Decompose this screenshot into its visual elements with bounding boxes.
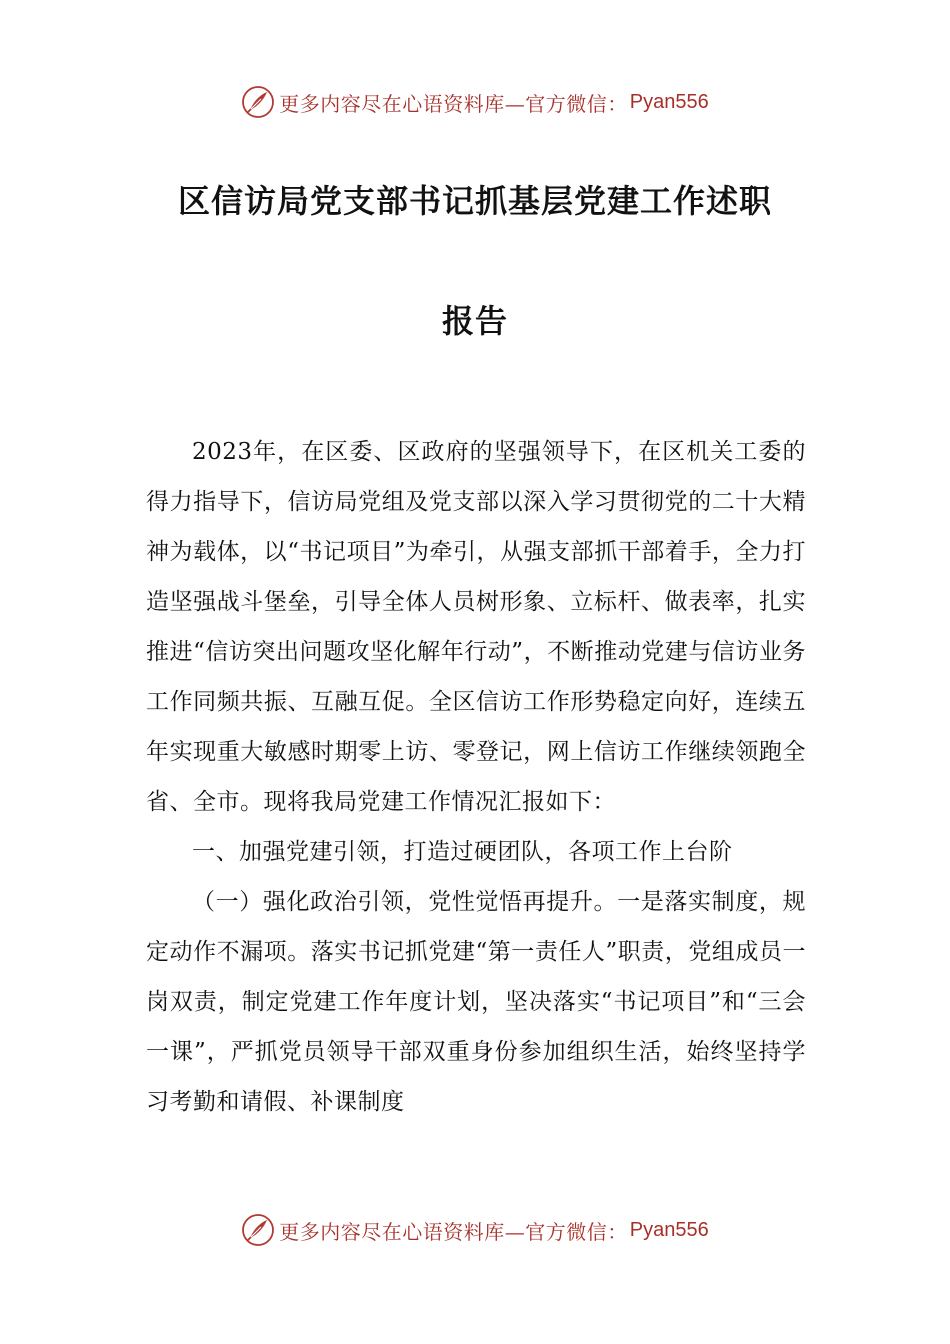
- watermark-wechat-id: Pyan556: [629, 90, 709, 113]
- document-title-line-1: 区信访局党支部书记抓基层党建工作述职: [177, 182, 772, 220]
- section-heading-1: 一、加强党建引领，打造过硬团队，各项工作上台阶: [192, 839, 733, 865]
- feather-pen-logo-icon: [241, 1213, 275, 1247]
- feather-pen-logo-icon: [241, 85, 275, 119]
- document-title-line-2: 报告: [441, 302, 508, 340]
- watermark-wechat-id: Pyan556: [629, 1218, 709, 1241]
- watermark-text: 更多内容尽在心语资料库—官方微信：: [279, 1219, 628, 1244]
- watermark-header: [0, 82, 950, 122]
- paragraph-intro: 2023年，在区委、区政府的坚强领导下，在区机关工委的得力指导下，信访局党组及党支部以深入学习贯彻党的二十大精神为载体，以“书记项目”为牵引，从强支部抓干部着手，全力打造坚强战斗堡垒，引导全体人员树形象、立标杆、做表率，扎实推进“信访突出问题攻坚化解年行动”，不断推动党建与信访业务工作同频共振、互融互促。全区信访工作形势稳定向好，连续五年实现重大敏感时期零上访、零登记，网上信访工作继续领跑全省、全市。现将我局党建工作情况汇报如下：: [146, 439, 806, 815]
- watermark-text: 更多内容尽在心语资料库—官方微信：: [279, 91, 628, 116]
- watermark-footer: [0, 1210, 950, 1250]
- document-body: [146, 427, 806, 1127]
- paragraph-subsection-1: （一）强化政治引领，党性觉悟再提升。一是落实制度，规定动作不漏项。落实书记抓党建“第一责任人”职责，党组成员一岗双责，制定党建工作年度计划，坚决落实“书记项目”和“三会一课”，严抓党员领导干部双重身份参加组织生活，始终坚持学习考勤和请假、补课制度: [146, 889, 806, 1115]
